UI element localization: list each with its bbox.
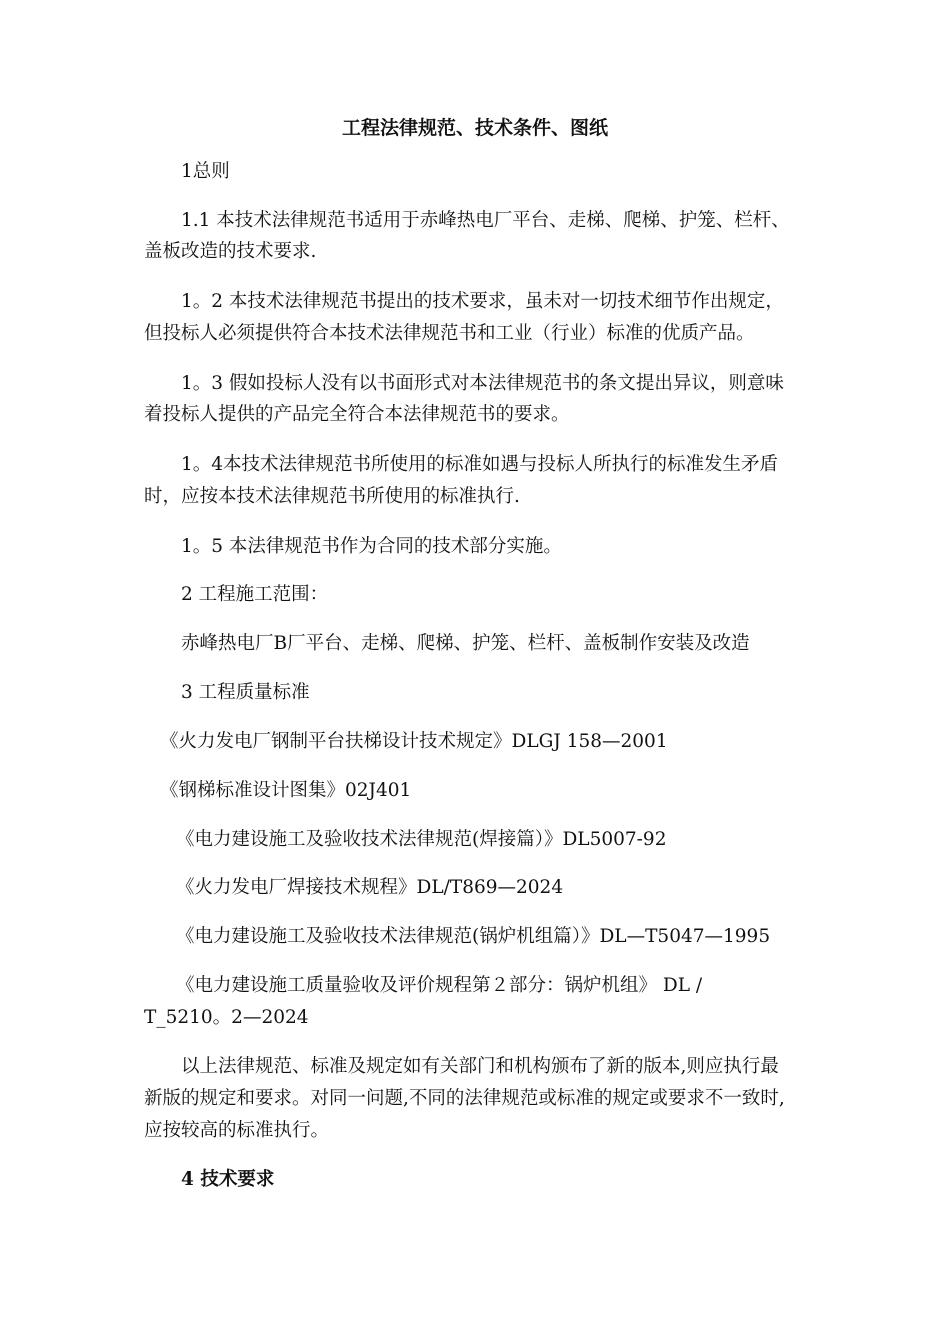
section-heading: 3 工程质量标准 xyxy=(181,682,310,703)
paragraph-line: 但投标人必须提供符合本技术法律规范书和工业（行业）标准的优质产品。 xyxy=(144,323,755,344)
paragraph-line: 时，应按本技术法律规范书所使用的标准执行. xyxy=(144,486,520,507)
standard-item: 《火力发电厂钢制平台扶梯设计技术规定》DLGJ 158—2001 xyxy=(160,731,668,752)
paragraph-line: 赤峰热电厂B厂平台、走梯、爬梯、护笼、栏杆、盖板制作安装及改造 xyxy=(181,633,750,654)
standard-item: T_5210。2—2024 xyxy=(144,1007,309,1028)
standard-item: 《电力建设施工及验收技术法律规范(焊接篇）》DL5007-92 xyxy=(176,829,667,850)
paragraph-line: 1。4本技术法律规范书所使用的标准如遇与投标人所执行的标准发生矛盾 xyxy=(181,454,779,475)
section-heading: 2 工程施工范围： xyxy=(181,584,329,605)
paragraph-line: 1。2 本技术法律规范书提出的技术要求，虽未对一切技术细节作出规定， xyxy=(181,291,784,312)
standard-item: 《电力建设施工及验收技术法律规范(锅炉机组篇）》DL—T5047—1995 xyxy=(176,926,771,947)
paragraph-line: 1。5 本法律规范书作为合同的技术部分实施。 xyxy=(181,536,562,557)
standard-item: 《钢梯标准设计图集》02J401 xyxy=(160,780,412,801)
paragraph-line: 着投标人提供的产品完全符合本法律规范书的要求。 xyxy=(144,404,570,425)
paragraph-line: 新版的规定和要求。对同一问题,不同的法律规范或标准的规定或要求不一致时, xyxy=(144,1088,785,1109)
paragraph-line: 以上法律规范、标准及规定如有关部门和机构颁布了新的版本,则应执行最 xyxy=(181,1056,779,1077)
section-heading: 1总则 xyxy=(181,161,230,182)
section-heading: 4 技术要求 xyxy=(181,1169,275,1190)
paragraph-line: 1.1 本技术法律规范书适用于赤峰热电厂平台、走梯、爬梯、护笼、栏杆、 xyxy=(181,210,790,231)
paragraph-line: 盖板改造的技术要求. xyxy=(144,241,317,262)
standard-item: 《电力建设施工质量验收及评价规程第２部分：锅炉机组》 DL / xyxy=(176,975,703,996)
standard-item: 《火力发电厂焊接技术规程》DL/T869—2024 xyxy=(176,877,564,898)
paragraph-line: 应按较高的标准执行。 xyxy=(144,1120,330,1141)
paragraph-line: 1。3 假如投标人没有以书面形式对本法律规范书的条文提出异议，则意味 xyxy=(181,373,784,394)
page-title: 工程法律规范、技术条件、图纸 xyxy=(341,117,608,139)
